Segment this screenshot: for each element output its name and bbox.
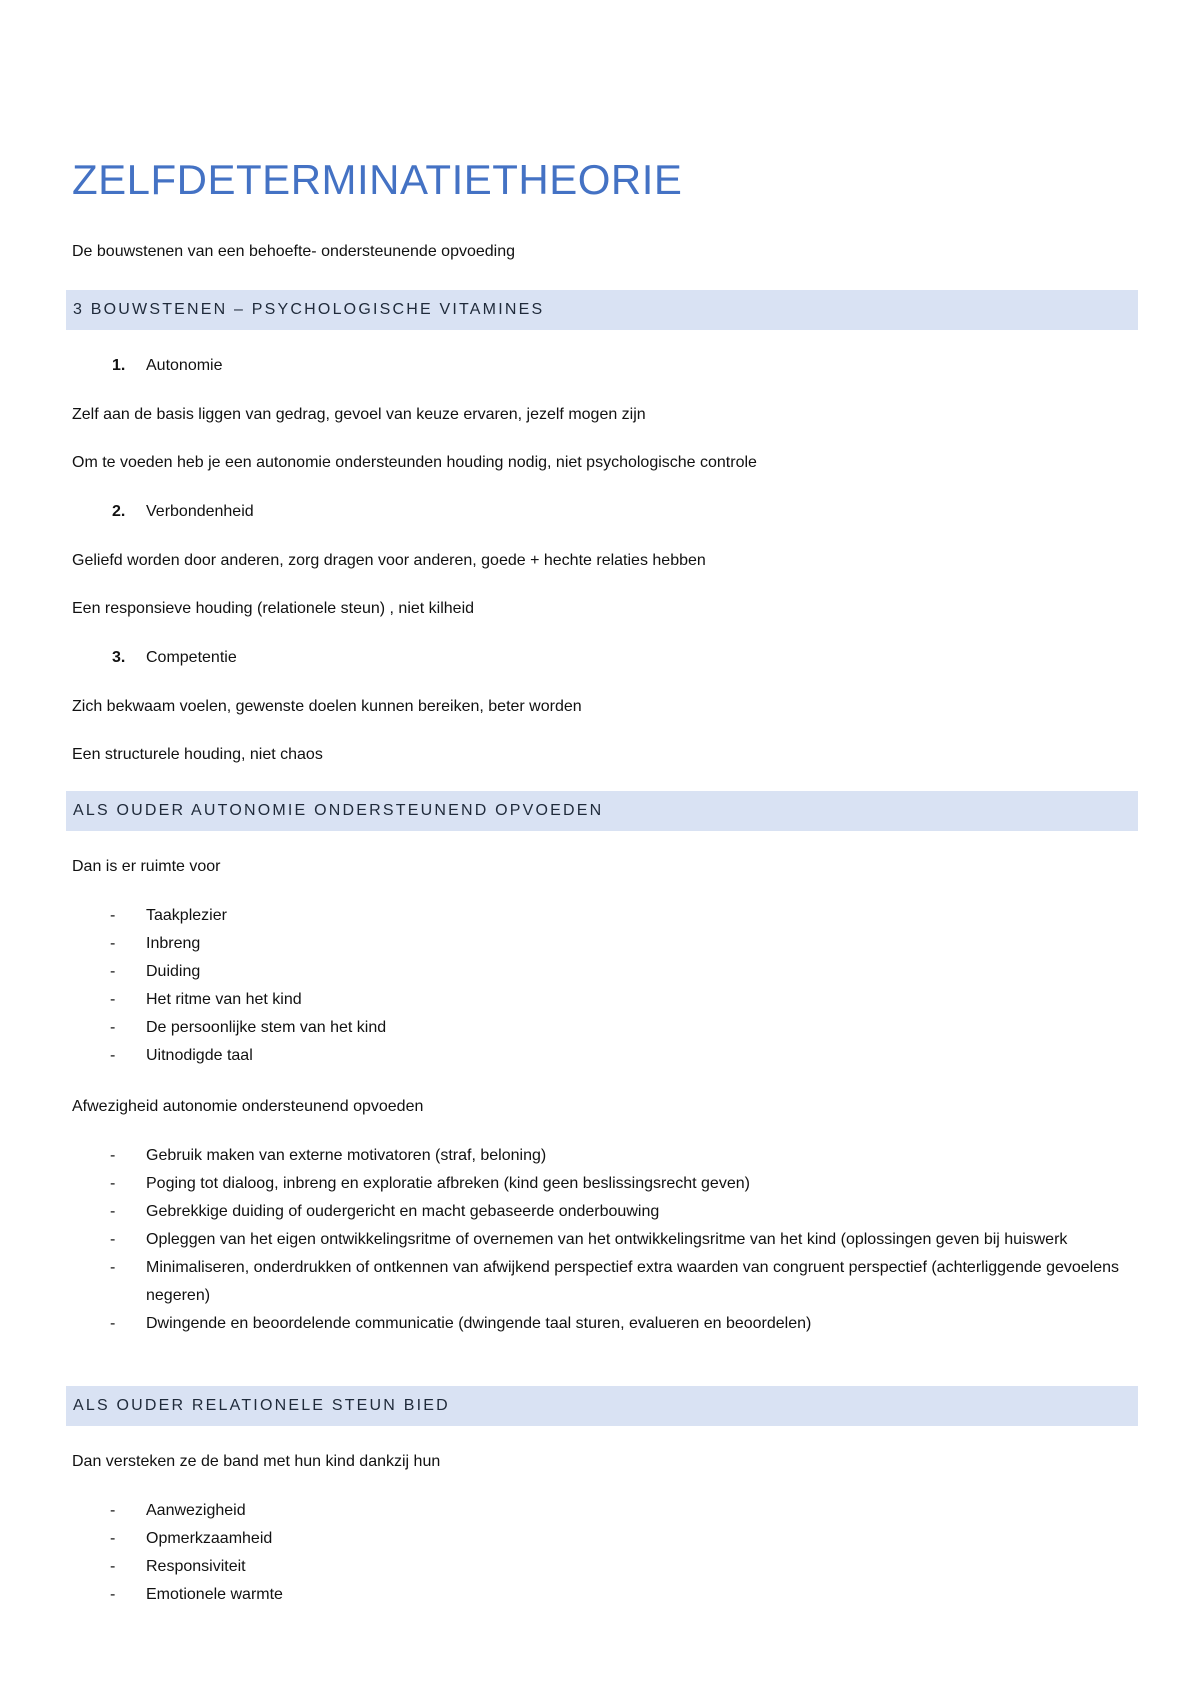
list-item (72, 1226, 1142, 1254)
dash-bullet: - (110, 1558, 116, 1575)
list-item-text: Inbreng (146, 935, 201, 952)
list-item (72, 902, 1142, 930)
list-item (72, 1525, 1142, 1553)
paragraph: Een structurele houding, niet chaos (72, 746, 323, 763)
dash-list-afwezigheid (72, 1142, 1142, 1338)
paragraph: Zich bekwaam voelen, gewenste doelen kunnen bereiken, beter worden (72, 698, 582, 715)
dash-bullet: - (110, 935, 116, 952)
list-item (72, 1198, 1142, 1226)
dash-bullet: - (110, 1530, 116, 1547)
item-label: Competentie (146, 649, 237, 666)
list-item (72, 1014, 1142, 1042)
list-item (72, 1310, 1142, 1338)
dash-bullet: - (110, 1586, 116, 1603)
dash-bullet: - (110, 1147, 116, 1164)
paragraph: Om te voeden heb je een autonomie ondersteunden houding nodig, niet psychologische controle (72, 454, 757, 471)
list-item-text: Uitnodigde taal (146, 1047, 253, 1064)
dash-bullet: - (110, 1315, 116, 1332)
list-item-text: Gebrekkige duiding of oudergericht en macht gebaseerde onderbouwing (146, 1203, 660, 1220)
list-item (72, 930, 1142, 958)
list-item-text: Poging tot dialoog, inbreng en exploratie afbreken (kind geen beslissingsrecht geven) (146, 1175, 750, 1192)
list-item (72, 1553, 1142, 1581)
dash-bullet: - (110, 1231, 116, 1248)
list-item (72, 1497, 1142, 1525)
dash-bullet: - (110, 1502, 116, 1519)
list-item-text: Taakplezier (146, 907, 227, 924)
item-number: 2. (112, 503, 126, 520)
item-label: Verbondenheid (146, 503, 254, 520)
list-item-text: Dwingende en beoordelende communicatie (dwingende taal sturen, evalueren en beoordelen) (146, 1315, 812, 1332)
section-heading-bouwstenen: 3 BOUWSTENEN – PSYCHOLOGISCHE VITAMINES (66, 290, 1138, 330)
paragraph: Geliefd worden door anderen, zorg dragen voor anderen, goede + hechte relaties hebben (72, 552, 706, 569)
list-item (72, 1581, 1142, 1609)
section-heading-autonomie-ondersteunend: ALS OUDER AUTONOMIE ONDERSTEUNEND OPVOEDEN (66, 791, 1138, 831)
paragraph: Een responsieve houding (relationele steun) , niet kilheid (72, 600, 475, 617)
paragraph: Zelf aan de basis liggen van gedrag, gevoel van keuze ervaren, jezelf mogen zijn (72, 406, 646, 423)
list-item-text: Aanwezigheid (146, 1502, 246, 1519)
list-item (72, 958, 1142, 986)
list-item-text: Responsiviteit (146, 1558, 246, 1575)
section-intro-afwezigheid: Afwezigheid autonomie ondersteunend opvoeden (72, 1098, 424, 1115)
dash-bullet: - (110, 991, 116, 1008)
document-subtitle: De bouwstenen van een behoefte- ondersteunende opvoeding (72, 243, 516, 260)
list-item (72, 986, 1142, 1014)
dash-list-band (72, 1497, 1142, 1609)
dash-bullet: - (110, 1175, 116, 1192)
list-item (72, 1042, 1142, 1070)
list-item-text: Minimaliseren, onderdrukken of ontkennen van afwijkend perspectief extra waarden van congruent perspectief (achterliggende gevoelens negeren) (146, 1259, 1120, 1304)
section-intro: Dan is er ruimte voor (72, 858, 221, 875)
list-item (72, 1170, 1142, 1198)
list-item-text: Gebruik maken van externe motivatoren (straf, beloning) (146, 1147, 547, 1164)
list-item (72, 1254, 1142, 1310)
dash-bullet: - (110, 907, 116, 924)
dash-bullet: - (110, 1259, 116, 1276)
list-item-text: Duiding (146, 963, 201, 980)
section-intro: Dan versteken ze de band met hun kind dankzij hun (72, 1453, 441, 1470)
item-number: 3. (112, 649, 126, 666)
item-number: 1. (112, 357, 126, 374)
item-label: Autonomie (146, 357, 223, 374)
list-item (72, 1142, 1142, 1170)
list-item-text: Het ritme van het kind (146, 991, 302, 1008)
list-item-text: De persoonlijke stem van het kind (146, 1019, 387, 1036)
list-item-text: Opleggen van het eigen ontwikkelingsritme of overnemen van het ontwikkelingsritme van het kind (oplossingen geven bij huiswerk (146, 1231, 1068, 1248)
list-item-text: Emotionele warmte (146, 1586, 283, 1603)
dash-bullet: - (110, 1047, 116, 1064)
dash-bullet: - (110, 963, 116, 980)
section-heading-relationele-steun: ALS OUDER RELATIONELE STEUN BIED (66, 1386, 1138, 1426)
dash-bullet: - (110, 1019, 116, 1036)
list-item-text: Opmerkzaamheid (146, 1530, 273, 1547)
dash-bullet: - (110, 1203, 116, 1220)
dash-list-ruimte (72, 902, 1142, 1070)
document-title: ZELFDETERMINATIETHEORIE (72, 156, 683, 203)
